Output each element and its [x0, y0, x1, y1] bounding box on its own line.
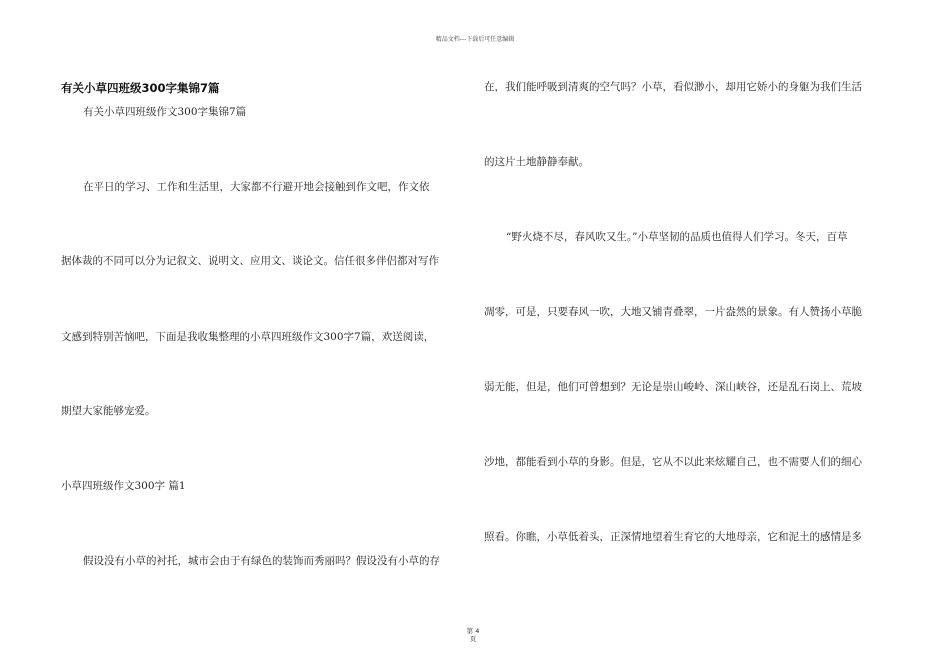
body-line: 沙地，都能看到小草的身影。但是，它从不以此来炫耀自己，也不需要人们的细心 — [484, 456, 862, 468]
body-line: 文感到特别苦恼吧，下面是我收集整理的小草四班级作文300字7篇，欢送阅读， — [61, 331, 435, 343]
body-line: 期望大家能够宠爱。 — [61, 405, 156, 417]
body-line: 的这片土地静静奉献。 — [484, 156, 589, 168]
body-line: 假设没有小草的衬托，城市会由于有绿色的装饰而秀丽吗？假设没有小草的存 — [83, 555, 440, 567]
body-line: 在平日的学习、工作和生活里，大家都不行避开地会接触到作文吧，作文依 — [83, 181, 430, 193]
body-line: 在，我们能呼吸到清爽的空气吗？小草，看似渺小，却用它娇小的身躯为我们生活 — [484, 81, 862, 93]
document-title: 有关小草四班级300字集锦7篇 — [61, 81, 220, 95]
page-number-line1: 第 4 — [466, 627, 480, 635]
subtitle-line: 有关小草四班级作文300字集锦7篇 — [83, 106, 247, 118]
document-header: 精品文档---下载后可任意编辑 — [435, 36, 515, 43]
body-line: 照看。你瞧，小草低着头，正深情地望着生育它的大地母亲，它和泥土的感情是多 — [484, 531, 862, 543]
body-line: 弱无能，但是，他们可曾想到？无论是崇山峻岭、深山峡谷，还是乱石岗上、荒坡 — [484, 381, 862, 393]
section-heading: 小草四班级作文300字 篇1 — [61, 480, 186, 492]
page-number — [460, 627, 486, 643]
page-number-line2: 页 — [469, 635, 477, 643]
body-line: 据体裁的不同可以分为记叙文、说明文、应用文、谈论文。信任很多伴侣都对写作 — [61, 255, 439, 267]
body-line: “野火烧不尽，春风吹又生。”小草坚韧的品质也值得人们学习。冬天，百草 — [506, 231, 848, 243]
body-line: 凋零，可是，只要春风一吹，大地又铺青叠翠，一片盎然的景象。有人赞扬小草脆 — [484, 306, 862, 318]
